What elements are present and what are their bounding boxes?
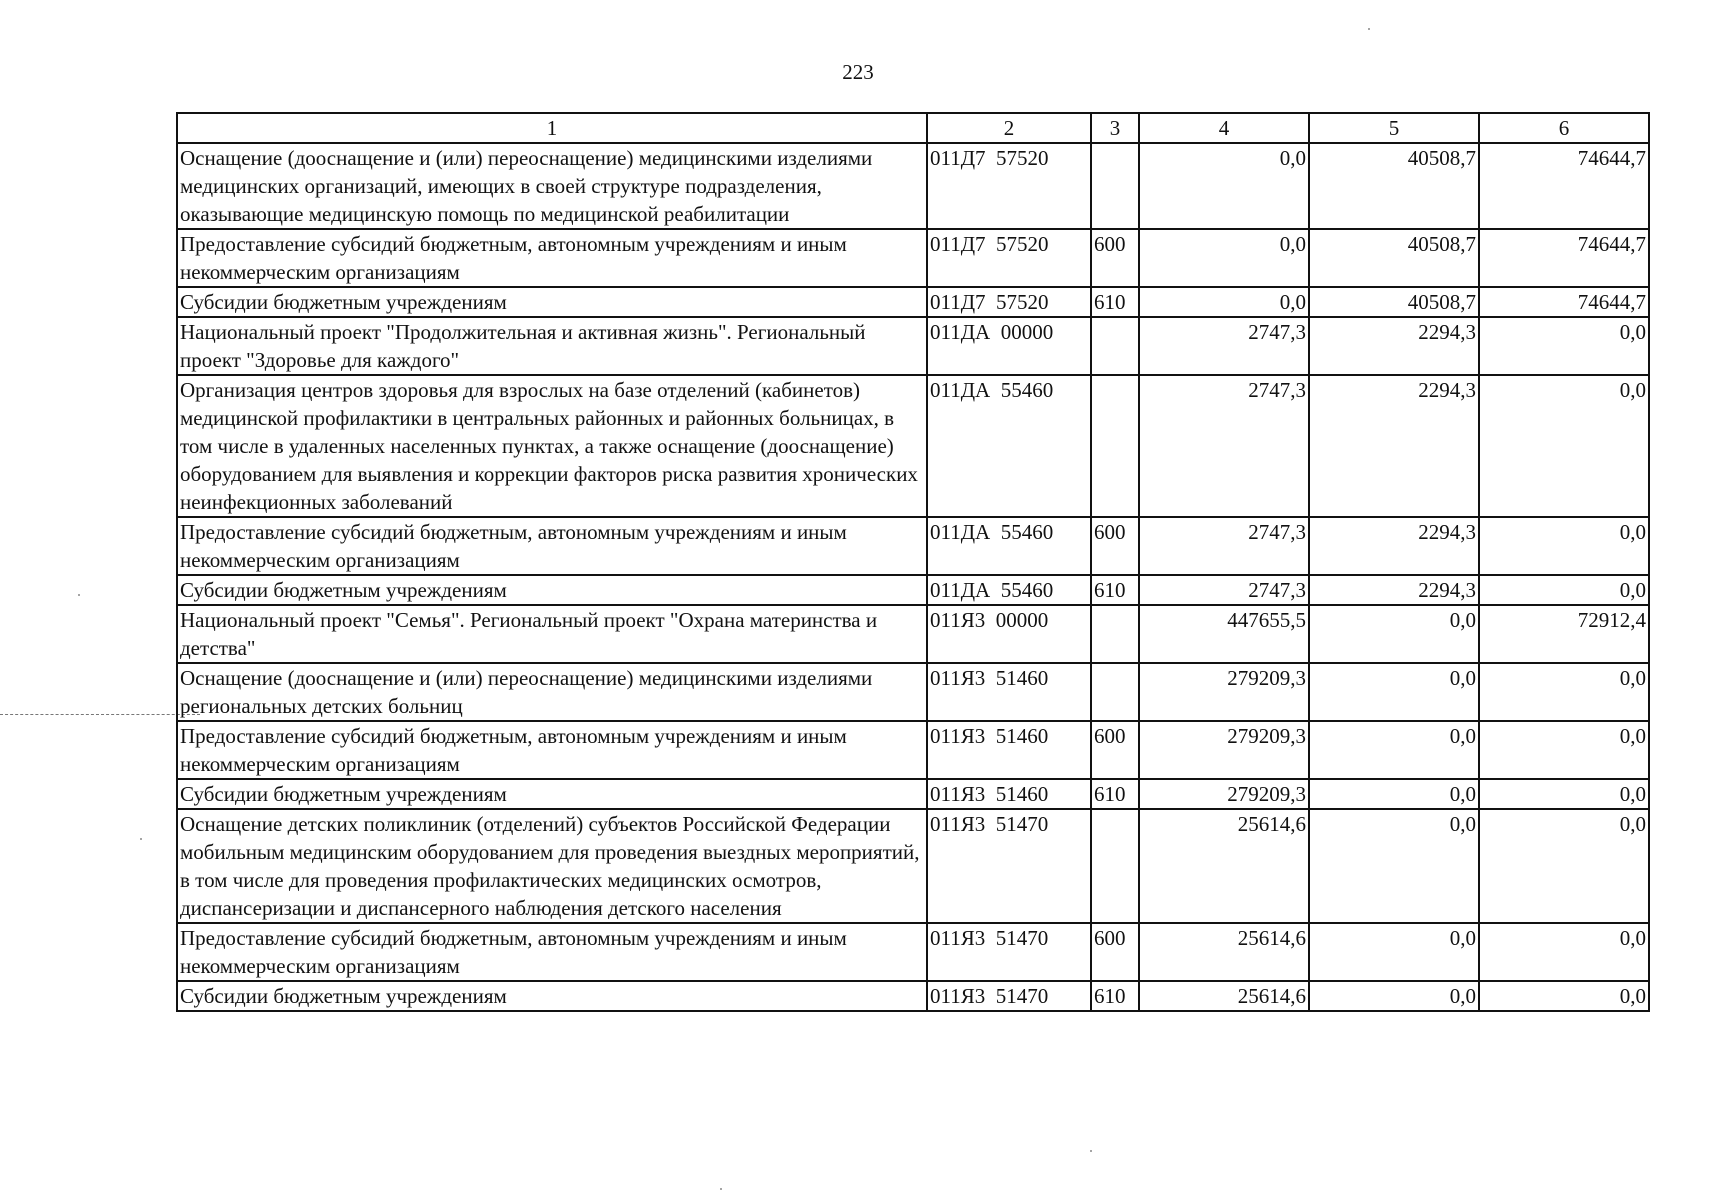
column-header: 2 xyxy=(927,113,1091,143)
row-name-cell: Национальный проект "Семья". Региональный проект "Охрана материнства и детства" xyxy=(177,605,927,663)
value-cell-col4: 25614,6 xyxy=(1139,809,1309,923)
target-code-cell: 011Я3 51460 xyxy=(927,663,1091,721)
row-name-cell: Субсидии бюджетным учреждениям xyxy=(177,575,927,605)
table-row xyxy=(177,663,1649,721)
value-cell-col6: 74644,7 xyxy=(1479,143,1649,229)
target-code-cell: 011Я3 51470 xyxy=(927,809,1091,923)
table-body xyxy=(177,143,1649,1011)
value-cell-col5: 0,0 xyxy=(1309,605,1479,663)
column-header: 4 xyxy=(1139,113,1309,143)
column-header: 3 xyxy=(1091,113,1139,143)
value-cell-col4: 0,0 xyxy=(1139,143,1309,229)
value-cell-col6: 0,0 xyxy=(1479,721,1649,779)
scan-artifact-line xyxy=(0,714,200,715)
page-number: 223 xyxy=(842,60,874,84)
row-name-cell: Оснащение детских поликлиник (отделений) субъектов Российской Федерации мобильным медицинским оборудованием для проведения выездных мероприятий, в том числе для проведения профилактических медицинских осмотров, диспансеризации и диспансерного наблюдения детского населения xyxy=(177,809,927,923)
value-cell-col5: 0,0 xyxy=(1309,663,1479,721)
value-cell-col5: 2294,3 xyxy=(1309,317,1479,375)
expense-type-cell xyxy=(1091,317,1139,375)
table-row xyxy=(177,143,1649,229)
target-code-cell: 011Я3 00000 xyxy=(927,605,1091,663)
value-cell-col4: 25614,6 xyxy=(1139,923,1309,981)
value-cell-col4: 279209,3 xyxy=(1139,779,1309,809)
table-row xyxy=(177,517,1649,575)
value-cell-col6: 0,0 xyxy=(1479,779,1649,809)
target-code-cell: 011Д7 57520 xyxy=(927,229,1091,287)
expense-type-cell: 610 xyxy=(1091,287,1139,317)
expense-type-cell xyxy=(1091,605,1139,663)
header-row xyxy=(177,113,1649,143)
target-code-cell: 011Д7 57520 xyxy=(927,143,1091,229)
value-cell-col5: 2294,3 xyxy=(1309,375,1479,517)
value-cell-col5: 40508,7 xyxy=(1309,229,1479,287)
value-cell-col5: 0,0 xyxy=(1309,721,1479,779)
expense-type-cell: 600 xyxy=(1091,721,1139,779)
expense-type-cell xyxy=(1091,375,1139,517)
expense-type-cell: 600 xyxy=(1091,229,1139,287)
table-row xyxy=(177,375,1649,517)
value-cell-col6: 0,0 xyxy=(1479,809,1649,923)
target-code-cell: 011Я3 51460 xyxy=(927,721,1091,779)
expense-type-cell: 610 xyxy=(1091,575,1139,605)
value-cell-col5: 0,0 xyxy=(1309,809,1479,923)
value-cell-col4: 279209,3 xyxy=(1139,721,1309,779)
value-cell-col6: 0,0 xyxy=(1479,375,1649,517)
row-name-cell: Предоставление субсидий бюджетным, автономным учреждениям и иным некоммерческим организациям xyxy=(177,923,927,981)
expense-type-cell: 610 xyxy=(1091,981,1139,1011)
value-cell-col6: 0,0 xyxy=(1479,663,1649,721)
value-cell-col5: 2294,3 xyxy=(1309,575,1479,605)
table-row xyxy=(177,605,1649,663)
column-header: 5 xyxy=(1309,113,1479,143)
value-cell-col5: 0,0 xyxy=(1309,981,1479,1011)
expense-type-cell: 610 xyxy=(1091,779,1139,809)
scan-speck xyxy=(78,594,80,596)
table-row xyxy=(177,575,1649,605)
row-name-cell: Оснащение (дооснащение и (или) переоснащение) медицинскими изделиями медицинских организаций, имеющих в своей структуре подразделения, оказывающие медицинскую помощь по медицинской реабилитации xyxy=(177,143,927,229)
value-cell-col6: 0,0 xyxy=(1479,981,1649,1011)
target-code-cell: 011ДА 00000 xyxy=(927,317,1091,375)
expense-type-cell: 600 xyxy=(1091,517,1139,575)
value-cell-col6: 74644,7 xyxy=(1479,287,1649,317)
target-code-cell: 011Д7 57520 xyxy=(927,287,1091,317)
row-name-cell: Субсидии бюджетным учреждениям xyxy=(177,981,927,1011)
value-cell-col5: 0,0 xyxy=(1309,779,1479,809)
scan-speck xyxy=(1090,1150,1092,1152)
value-cell-col4: 2747,3 xyxy=(1139,517,1309,575)
value-cell-col6: 0,0 xyxy=(1479,517,1649,575)
value-cell-col4: 0,0 xyxy=(1139,287,1309,317)
scan-speck xyxy=(1368,28,1370,30)
expense-type-cell: 600 xyxy=(1091,923,1139,981)
target-code-cell: 011ДА 55460 xyxy=(927,517,1091,575)
column-header: 6 xyxy=(1479,113,1649,143)
expense-type-cell xyxy=(1091,143,1139,229)
scan-speck xyxy=(140,838,142,840)
expense-type-cell xyxy=(1091,809,1139,923)
value-cell-col6: 0,0 xyxy=(1479,575,1649,605)
target-code-cell: 011Я3 51470 xyxy=(927,981,1091,1011)
table-row xyxy=(177,287,1649,317)
scan-speck xyxy=(720,1188,722,1190)
budget-table xyxy=(176,112,1650,1012)
target-code-cell: 011ДА 55460 xyxy=(927,375,1091,517)
target-code-cell: 011Я3 51470 xyxy=(927,923,1091,981)
value-cell-col4: 0,0 xyxy=(1139,229,1309,287)
table-row xyxy=(177,317,1649,375)
table-row xyxy=(177,229,1649,287)
value-cell-col4: 447655,5 xyxy=(1139,605,1309,663)
table-row xyxy=(177,779,1649,809)
value-cell-col5: 2294,3 xyxy=(1309,517,1479,575)
column-header: 1 xyxy=(177,113,927,143)
value-cell-col6: 72912,4 xyxy=(1479,605,1649,663)
value-cell-col5: 40508,7 xyxy=(1309,287,1479,317)
table-row xyxy=(177,981,1649,1011)
row-name-cell: Оснащение (дооснащение и (или) переоснащение) медицинскими изделиями региональных детских больниц xyxy=(177,663,927,721)
table-row xyxy=(177,923,1649,981)
row-name-cell: Субсидии бюджетным учреждениям xyxy=(177,779,927,809)
row-name-cell: Предоставление субсидий бюджетным, автономным учреждениям и иным некоммерческим организациям xyxy=(177,229,927,287)
expense-type-cell xyxy=(1091,663,1139,721)
value-cell-col4: 279209,3 xyxy=(1139,663,1309,721)
table-header xyxy=(177,113,1649,143)
value-cell-col5: 40508,7 xyxy=(1309,143,1479,229)
target-code-cell: 011ДА 55460 xyxy=(927,575,1091,605)
value-cell-col4: 2747,3 xyxy=(1139,375,1309,517)
row-name-cell: Предоставление субсидий бюджетным, автономным учреждениям и иным некоммерческим организациям xyxy=(177,721,927,779)
value-cell-col6: 0,0 xyxy=(1479,923,1649,981)
table-row xyxy=(177,721,1649,779)
table-row xyxy=(177,809,1649,923)
value-cell-col6: 74644,7 xyxy=(1479,229,1649,287)
value-cell-col6: 0,0 xyxy=(1479,317,1649,375)
row-name-cell: Субсидии бюджетным учреждениям xyxy=(177,287,927,317)
row-name-cell: Предоставление субсидий бюджетным, автономным учреждениям и иным некоммерческим организациям xyxy=(177,517,927,575)
value-cell-col4: 2747,3 xyxy=(1139,317,1309,375)
row-name-cell: Национальный проект "Продолжительная и активная жизнь". Региональный проект "Здоровье для каждого" xyxy=(177,317,927,375)
row-name-cell: Организация центров здоровья для взрослых на базе отделений (кабинетов) медицинской профилактики в центральных районных и районных больницах, в том числе в удаленных населенных пунктах, а также оснащение (дооснащение) оборудованием для выявления и коррекции факторов риска развития хронических неинфекционных заболеваний xyxy=(177,375,927,517)
target-code-cell: 011Я3 51460 xyxy=(927,779,1091,809)
value-cell-col4: 25614,6 xyxy=(1139,981,1309,1011)
value-cell-col5: 0,0 xyxy=(1309,923,1479,981)
value-cell-col4: 2747,3 xyxy=(1139,575,1309,605)
